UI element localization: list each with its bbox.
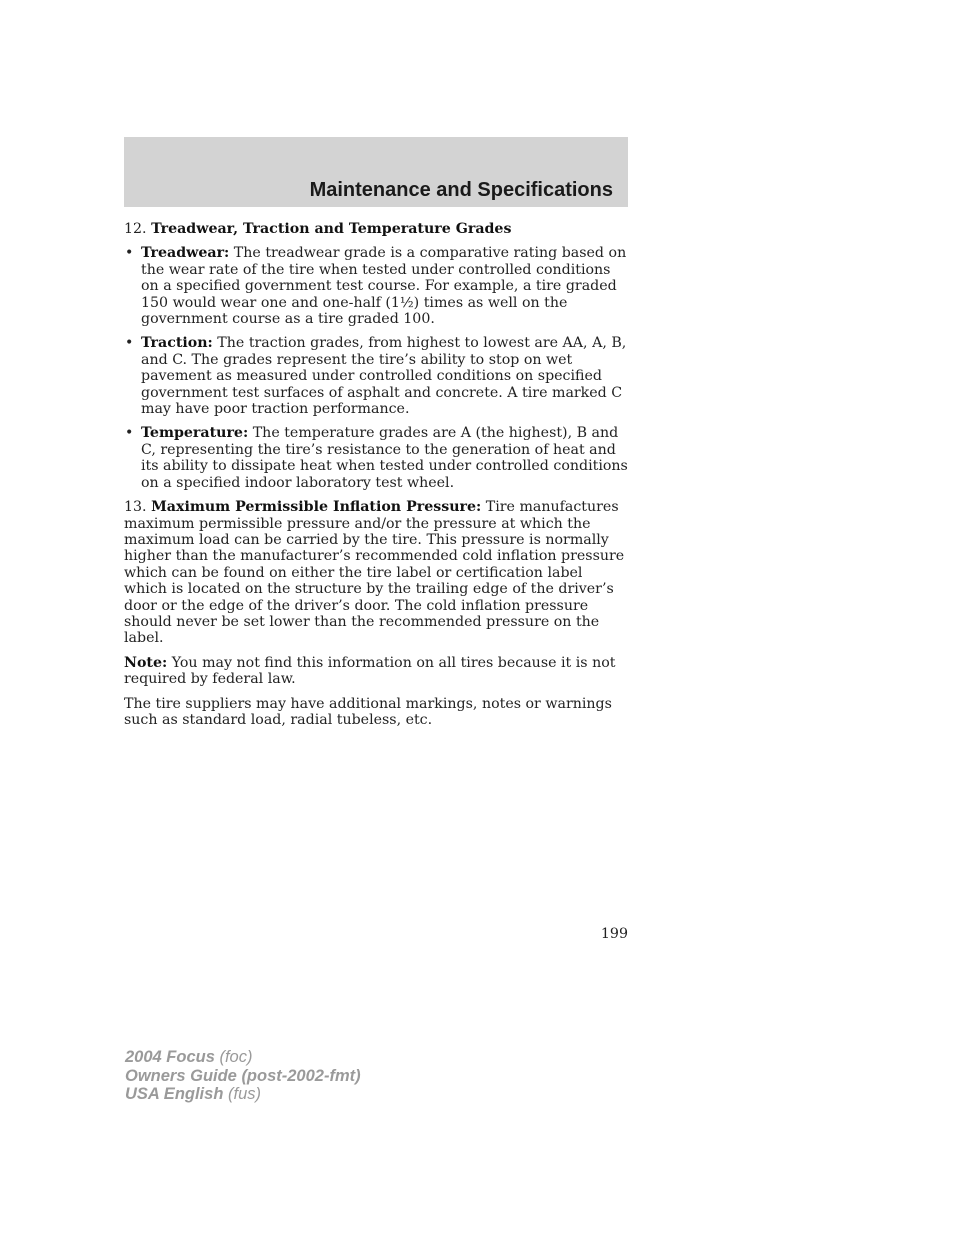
footer-model-code: (foc) xyxy=(214,1048,253,1066)
bullet-text: The traction grades, from highest to lowest are AA, A, B, and C. The grades represent the tire’s ability to stop on wet pavement as measured under controlled conditions on specified government test surfaces of asphalt and concrete. A tire marked C may have poor traction performance. xyxy=(141,335,627,418)
closing-paragraph: The tire suppliers may have additional markings, notes or warnings such as standard load, radial tubeless, etc. xyxy=(124,695,612,728)
bullet-traction xyxy=(124,335,628,417)
note-paragraph xyxy=(124,655,628,688)
section-12-number: 12. xyxy=(124,221,147,237)
bullet-label: Treadwear: xyxy=(141,245,230,262)
bullet-label: Traction: xyxy=(141,335,213,352)
footer-model: 2004 Focus xyxy=(125,1048,215,1066)
bullet-dot-icon: • xyxy=(125,245,134,262)
footer-language: USA English xyxy=(125,1085,224,1103)
section-12-heading xyxy=(124,221,628,237)
note-text: You may not find this information on all tires because it is not required by federal law. xyxy=(124,654,616,688)
bullet-dot-icon: • xyxy=(125,335,134,352)
section-title: Maintenance and Specifications xyxy=(309,179,613,201)
page-number: 199 xyxy=(600,926,628,942)
footer-line-1 xyxy=(125,1048,361,1067)
bullet-text: The treadwear grade is a comparative rating based on the wear rate of the tire when tested under controlled conditions on a specified government test course. For example, a tire graded 150 would wear one and one-half (1½) times as well on the government course as a tire graded 100. xyxy=(141,245,627,328)
section-13-text: Tire manufactures maximum permissible pressure and/or the pressure at which the maximum load can be carried by the tire. This pressure is normally higher than the manufacturer’s recommended cold inflation pressure which can be found on either the tire label or certification label which is located on the structure by the trailing edge of the driver’s door or the edge of the driver’s door. The cold inflation pressure should never be set lower than the recommended pressure on the label. xyxy=(124,499,625,647)
document-footer xyxy=(125,1048,361,1104)
bullet-text: The temperature grades are A (the highest), B and C, representing the tire’s resistance to the generation of heat and its ability to dissipate heat when tested under controlled conditions on a specified indoor laboratory test wheel. xyxy=(141,425,628,491)
bullet-dot-icon: • xyxy=(125,425,134,442)
section-12-title: Treadwear, Traction and Temperature Grades xyxy=(151,221,512,237)
note-label: Note: xyxy=(124,654,168,671)
section-13-paragraph xyxy=(124,499,628,647)
footer-line-2 xyxy=(125,1067,361,1086)
bullet-treadwear xyxy=(124,245,628,327)
footer-language-code: (fus) xyxy=(223,1085,261,1103)
page-content xyxy=(124,221,628,736)
section-13-number: 13. xyxy=(124,499,147,516)
section-13-title: Maximum Permissible Inflation Pressure: xyxy=(151,499,482,516)
footer-line-3 xyxy=(125,1085,361,1104)
bullet-temperature xyxy=(124,425,628,491)
section-header-bar xyxy=(124,137,628,207)
bullet-label: Temperature: xyxy=(141,425,249,442)
footer-guide: Owners Guide (post-2002-fmt) xyxy=(125,1066,361,1085)
